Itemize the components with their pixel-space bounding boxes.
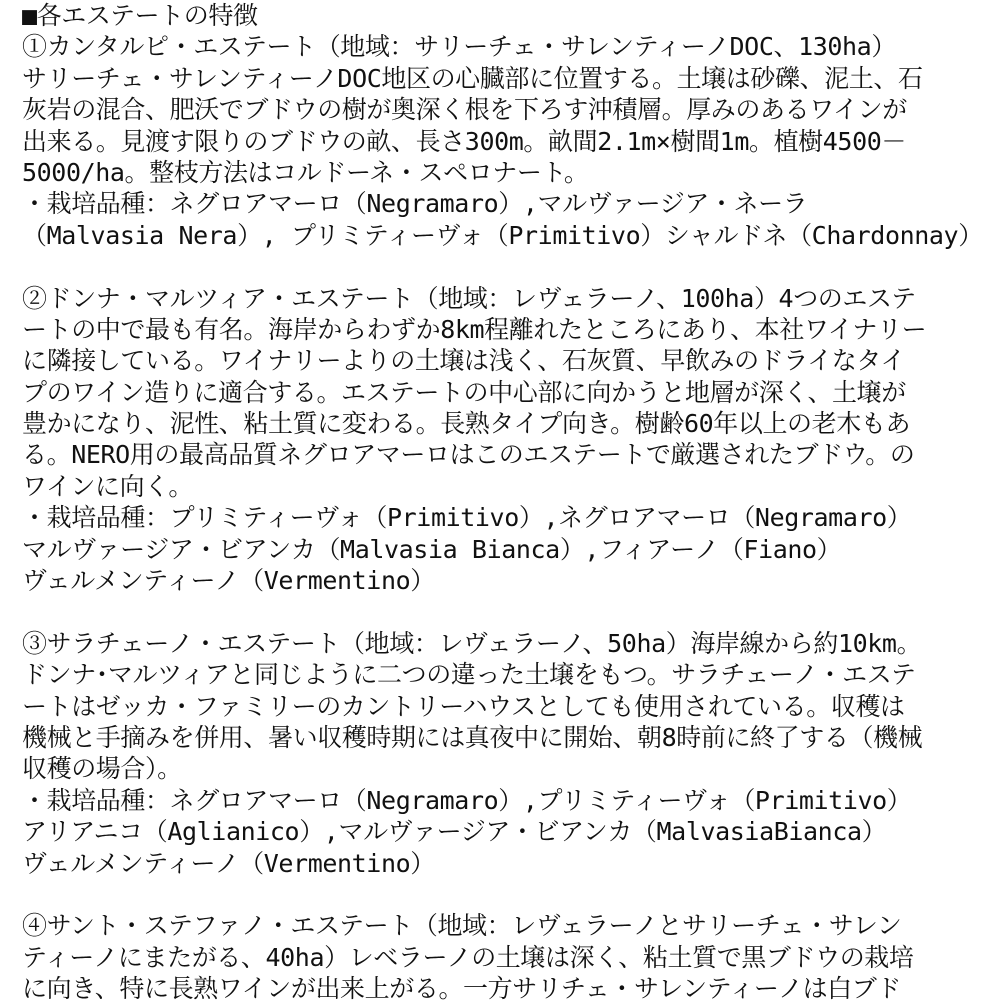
section-title: ③サラチェーノ・エステート（地域：レヴェラーノ、50ha）海岸線から約10km。 xyxy=(22,628,922,658)
section-spacer xyxy=(22,251,982,282)
document-body xyxy=(22,0,982,1005)
paragraph-line: 5000/ha。整枝方法はコルドーネ・スペロナート。 xyxy=(22,157,589,187)
paragraph-line: サリーチェ・サレンティーノDOC地区の心臓部に位置する。土壌は砂礫、泥土、石 xyxy=(22,63,923,93)
section-donna-marzia-estate xyxy=(22,283,982,597)
paragraph-line: る。NERO用の最高品質ネグロアマーロはこのエステートで厳選されたブドウ。の xyxy=(22,440,915,470)
paragraph-line: 機械と手摘みを併用、暑い収穫時期には真夜中に開始、朝8時前に終了する（機械 xyxy=(22,722,923,752)
section-title: ②ドンナ・マルツィア・エステート（地域：レヴェラーノ、100ha）4つのエステ xyxy=(22,283,916,313)
varieties-line: アリアニコ（Aglianico）,マルヴァージア・ビアンカ（MalvasiaBianca） xyxy=(22,817,887,847)
paragraph-line: 出来る。見渡す限りのブドウの畝、長さ300m。畝間2.1m×樹間1m。植樹4500－ xyxy=(22,126,906,156)
section-saraceno-estate xyxy=(22,628,982,879)
paragraph-line: ートはゼッカ・ファミリーのカントリーハウスとしても使用されている。収穫は xyxy=(22,691,905,721)
paragraph-line: ドンナ･マルツィアと同じように二つの違った土壌をもつ。サラチェーノ・エステ xyxy=(22,660,916,690)
paragraph-line: 灰岩の混合、肥沃でブドウの樹が奥深く根を下ろす沖積層。厚みのあるワインが xyxy=(22,95,907,125)
varieties-line: ・栽培品種：ネグロアマーロ（Negramaro）,プリミティーヴォ（Primitivo） xyxy=(22,785,912,815)
paragraph-line: プのワイン造りに適合する。エステートの中心部に向かうと地層が深く、土壌が xyxy=(22,377,906,407)
paragraph-line: に向き、特に長熟ワインが出来上がる。一方サリチェ・サレンティーノは白ブド xyxy=(22,974,901,1004)
paragraph-line: 豊かになり、泥性、粘土質に変わる。長熟タイプ向き。樹齢60年以上の老木もあ xyxy=(22,409,911,439)
paragraph-line: ートの中で最も有名。海岸からわずか8km程離れたところにあり、本社ワイナリー xyxy=(22,314,927,344)
section-spacer xyxy=(22,879,982,910)
paragraph-line: ワインに向く。 xyxy=(22,471,193,501)
paragraph-line: ティーノにまたがる、40ha）レベラーノの土壌は深く、粘土質で黒ブドウの栽培 xyxy=(22,942,914,972)
section-title: ④サント・ステファノ・エステート（地域：レヴェラーノとサリーチェ・サレン xyxy=(22,911,902,941)
section-spacer xyxy=(22,596,982,627)
varieties-line: ヴェルメンティーノ（Vermentino） xyxy=(22,566,435,596)
paragraph-line: 収穫の場合）。 xyxy=(22,754,182,784)
section-cantalupi-estate xyxy=(22,31,982,251)
varieties-line: ヴェルメンティーノ（Vermentino） xyxy=(22,848,435,878)
varieties-line: ・栽培品種：プリミティーヴォ（Primitivo）,ネグロアマーロ（Negramaro） xyxy=(22,503,912,533)
document-heading: ■各エステートの特徴 xyxy=(22,1,258,30)
varieties-line: ・栽培品種：ネグロアマーロ（Negramaro）,マルヴァージア・ネーラ xyxy=(22,189,808,219)
paragraph-line: に隣接している。ワイナリーよりの土壌は浅く、石灰質、早飲みのドライなタイ xyxy=(22,346,906,376)
varieties-line: （Malvasia Nera）, プリミティーヴォ（Primitivo）シャルドネ（Chardonnay） xyxy=(22,220,983,250)
section-santo-stefano-estate xyxy=(22,910,982,1004)
varieties-line: マルヴァージア・ビアンカ（Malvasia Bianca）,フィアーノ（Fiano） xyxy=(22,534,842,564)
section-title: ①カンタルピ・エステート（地域：サリーチェ・サレンティーノDOC、130ha） xyxy=(22,32,896,62)
